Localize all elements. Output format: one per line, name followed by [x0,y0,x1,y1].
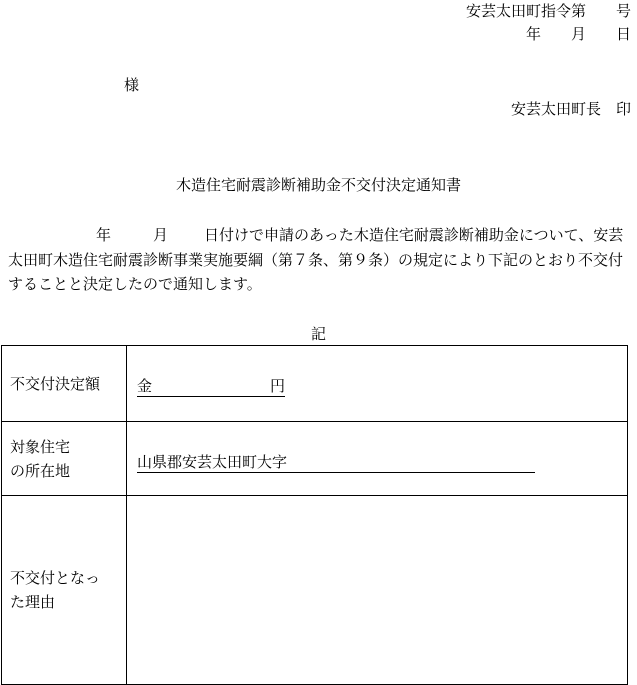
amount-unit: 円 [269,376,285,395]
location-underline-field [137,452,535,473]
body-month-label: 月 [153,226,169,244]
amount-label: 不交付決定額 [2,346,127,422]
reason-label [2,496,127,685]
document-number: 安芸太田町指令第 号 [465,2,631,20]
reason-label-line1: 不交付となっ [10,569,101,587]
table-row-location [2,422,628,496]
body-year-label: 年 [96,226,112,244]
decision-table [1,345,628,685]
location-label [2,422,127,496]
reason-cell [127,496,628,685]
location-label-line1: 対象住宅 [10,437,71,456]
table-row-reason [2,496,628,685]
addressee-honorific: 様 [124,76,140,94]
body-paragraph [8,223,636,297]
document-date: 年 月 日 [525,25,631,43]
location-label-line2: の所在地 [10,461,71,480]
amount-underline-field [137,376,285,397]
document-title: 木造住宅耐震診断補助金不交付決定通知書 [175,176,461,194]
body-text: 日付けで申請のあった木造住宅耐震診断補助金について、安芸太田町木造住宅耐震診断事業実施要綱（第７条、第９条）の規定により下記のとおり不交付することと決定したので通知します。 [8,226,624,293]
ki-heading: 記 [310,325,326,343]
amount-cell [127,346,628,422]
location-value: 山県郡安芸太田町大字 [137,452,288,471]
reason-label-line2: た理由 [10,593,56,611]
amount-prefix: 金 [137,376,153,395]
table-row-amount [2,346,628,422]
issuer-signature: 安芸太田町長 印 [510,100,631,118]
location-cell [127,422,628,496]
